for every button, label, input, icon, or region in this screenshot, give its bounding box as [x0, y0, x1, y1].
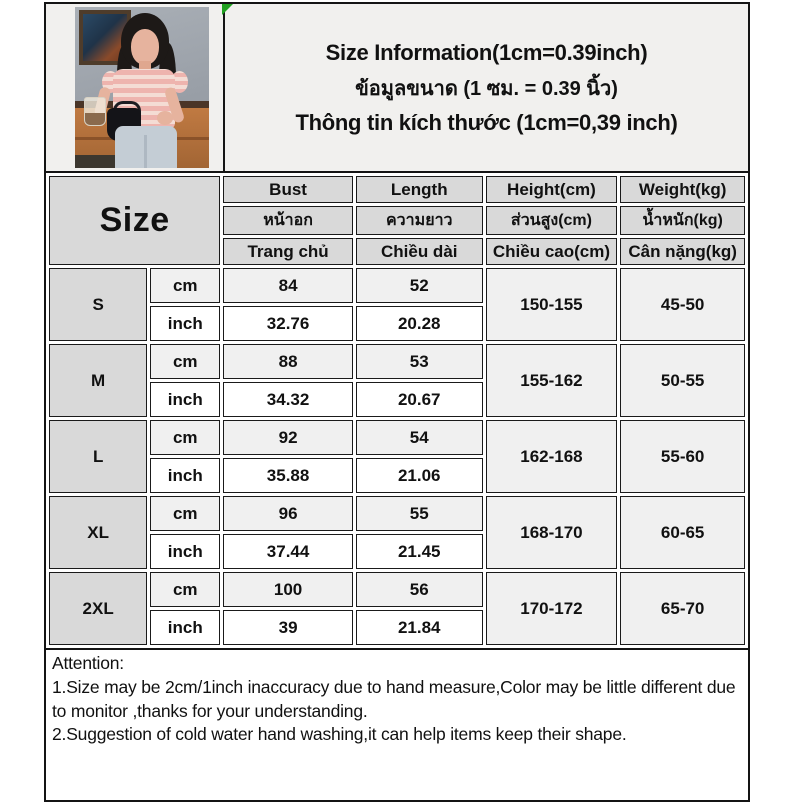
bust-cm-value: 88 — [223, 344, 353, 379]
length-inch-value: 21.84 — [356, 610, 483, 645]
size-label-xl: XL — [49, 496, 147, 569]
size-chart-sheet — [44, 2, 750, 802]
col-length-en: Length — [356, 176, 483, 203]
header-row-en — [49, 176, 745, 203]
height-range: 150-155 — [486, 268, 618, 341]
unit-inch: inch — [150, 306, 220, 341]
bust-inch-value: 34.32 — [223, 382, 353, 417]
height-range: 170-172 — [486, 572, 618, 645]
size-label-l: L — [49, 420, 147, 493]
length-inch-value: 21.45 — [356, 534, 483, 569]
product-photo — [75, 7, 209, 168]
weight-range: 65-70 — [620, 572, 745, 645]
photo-cell — [46, 4, 225, 171]
bust-cm-value: 100 — [223, 572, 353, 607]
weight-range: 60-65 — [620, 496, 745, 569]
weight-range: 55-60 — [620, 420, 745, 493]
height-range: 162-168 — [486, 420, 618, 493]
col-weight-en: Weight(kg) — [620, 176, 745, 203]
unit-cm: cm — [150, 496, 220, 531]
model-face — [131, 29, 159, 65]
col-height-th: ส่วนสูง(cm) — [486, 206, 618, 235]
unit-cm: cm — [150, 344, 220, 379]
length-cm-value: 54 — [356, 420, 483, 455]
size-table — [46, 173, 748, 648]
weight-range: 50-55 — [620, 344, 745, 417]
length-inch-value: 20.67 — [356, 382, 483, 417]
bust-cm-value: 96 — [223, 496, 353, 531]
col-length-vi: Chiều dài — [356, 238, 483, 265]
length-inch-value: 20.28 — [356, 306, 483, 341]
weight-range: 45-50 — [620, 268, 745, 341]
bust-inch-value: 35.88 — [223, 458, 353, 493]
length-cm-value: 53 — [356, 344, 483, 379]
table-row — [49, 268, 745, 303]
chart-title-block — [225, 4, 748, 171]
bust-inch-value: 32.76 — [223, 306, 353, 341]
size-header: Size — [49, 176, 220, 265]
col-length-th: ความยาว — [356, 206, 483, 235]
height-range: 168-170 — [486, 496, 618, 569]
attention-notes — [46, 648, 748, 800]
bust-cm-value: 84 — [223, 268, 353, 303]
unit-cm: cm — [150, 572, 220, 607]
size-label-s: S — [49, 268, 147, 341]
col-weight-vi: Cân nặng(kg) — [620, 238, 745, 265]
title-english: Size Information(1cm=0.39inch) — [325, 39, 648, 65]
unit-cm: cm — [150, 268, 220, 303]
drink-cup — [84, 97, 106, 126]
table-row — [49, 344, 745, 379]
unit-inch: inch — [150, 610, 220, 645]
title-vietnamese: Thông tin kích thước (1cm=0,39 inch) — [295, 109, 678, 135]
col-height-vi: Chiều cao(cm) — [486, 238, 618, 265]
length-inch-value: 21.06 — [356, 458, 483, 493]
bust-inch-value: 37.44 — [223, 534, 353, 569]
unit-cm: cm — [150, 420, 220, 455]
size-label-2xl: 2XL — [49, 572, 147, 645]
col-height-en: Height(cm) — [486, 176, 618, 203]
length-cm-value: 55 — [356, 496, 483, 531]
title-section — [46, 4, 748, 173]
col-weight-th: น้ำหนัก(kg) — [620, 206, 745, 235]
col-bust-th: หน้าอก — [223, 206, 353, 235]
table-row — [49, 420, 745, 455]
length-cm-value: 52 — [356, 268, 483, 303]
title-thai: ข้อมูลขนาด (1 ซม. = 0.39 นิ้ว) — [355, 77, 618, 100]
unit-inch: inch — [150, 534, 220, 569]
bust-inch-value: 39 — [223, 610, 353, 645]
col-bust-en: Bust — [223, 176, 353, 203]
attention-note-2: 2.Suggestion of cold water hand washing,it can help items keep their shape. — [52, 724, 627, 745]
length-cm-value: 56 — [356, 572, 483, 607]
col-bust-vi: Trang chủ — [223, 238, 353, 265]
attention-title: Attention: — [52, 653, 124, 673]
table-row — [49, 572, 745, 607]
green-corner-marker — [222, 4, 233, 15]
height-range: 155-162 — [486, 344, 618, 417]
unit-inch: inch — [150, 458, 220, 493]
size-label-m: M — [49, 344, 147, 417]
table-row — [49, 496, 745, 531]
bust-cm-value: 92 — [223, 420, 353, 455]
attention-note-1: 1.Size may be 2cm/1inch inaccuracy due to hand measure,Color may be little different due to monitor ,thanks for your understanding. — [52, 676, 736, 721]
unit-inch: inch — [150, 382, 220, 417]
